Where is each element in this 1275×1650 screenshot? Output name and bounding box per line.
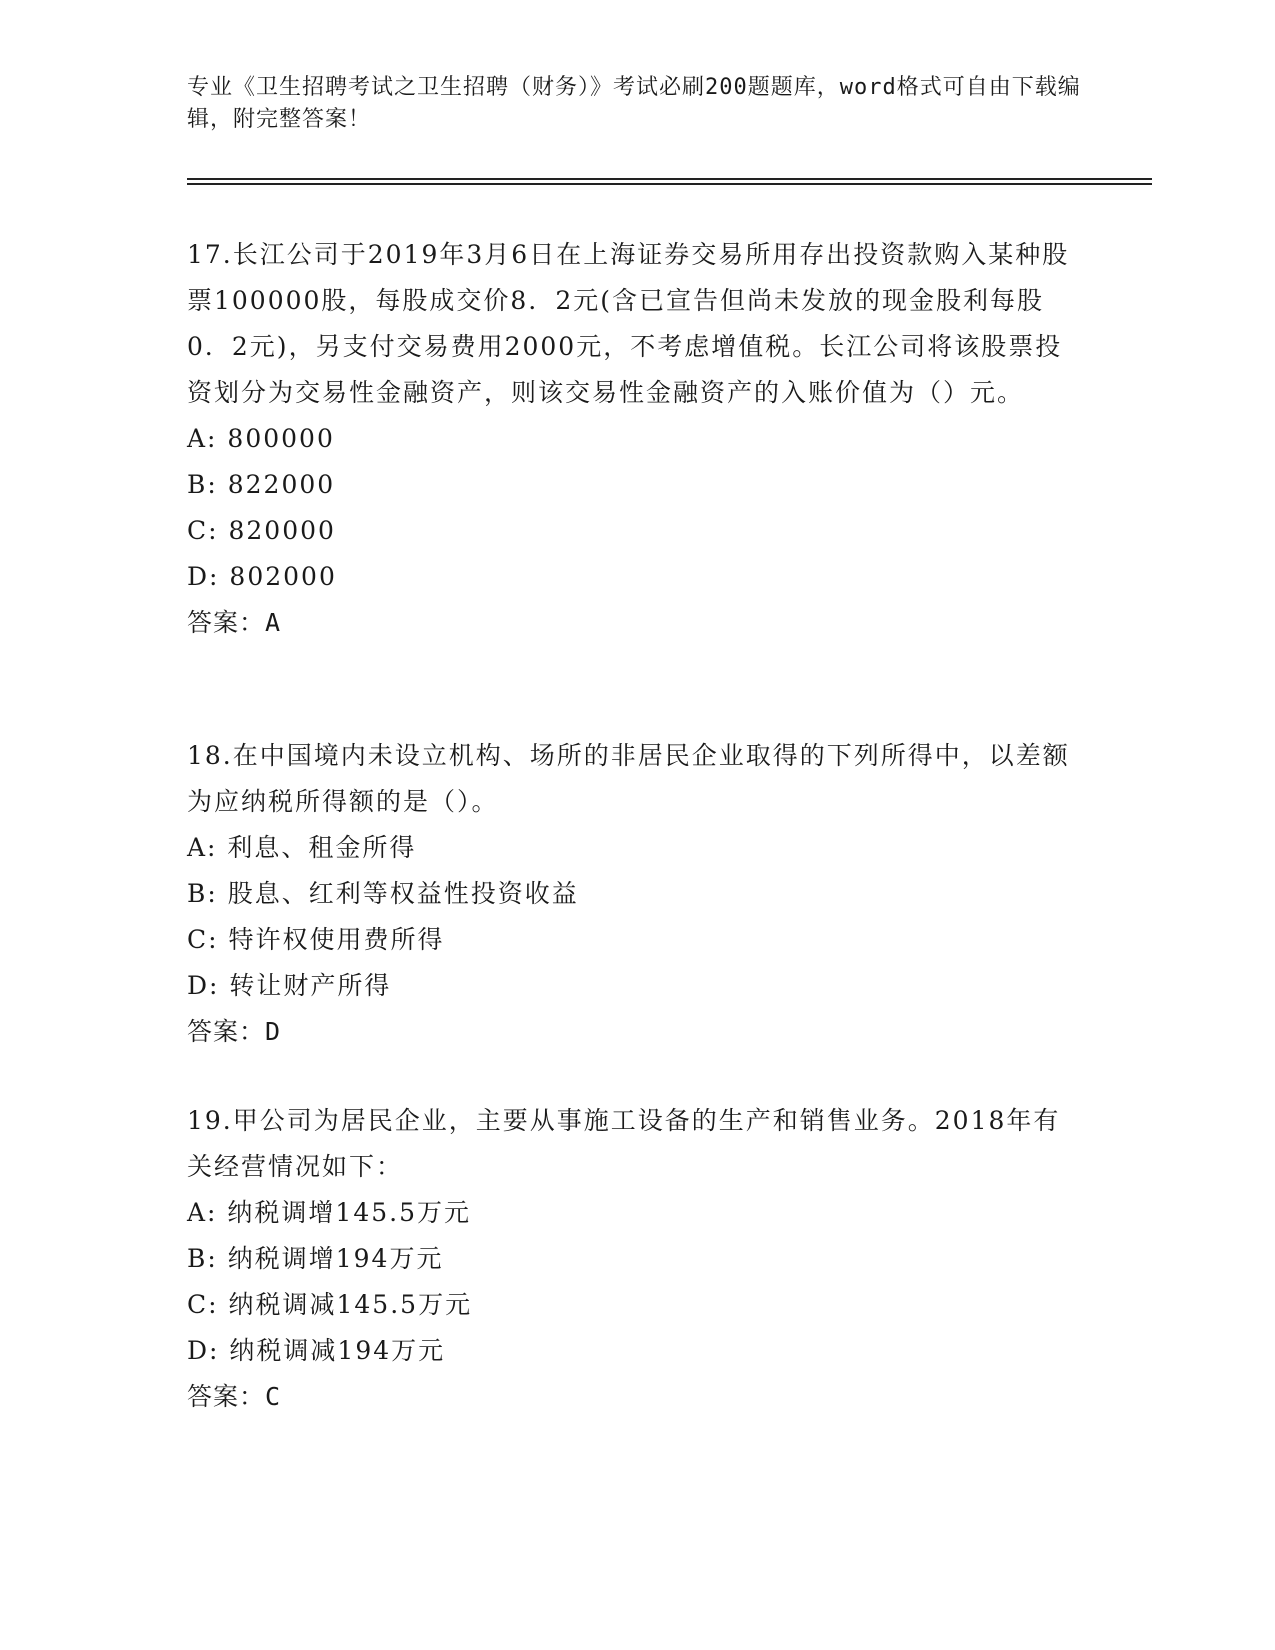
option-c: C: 纳税调减145.5万元 bbox=[187, 1290, 473, 1319]
option-d: D: 转让财产所得 bbox=[187, 971, 392, 1000]
header-divider-bottom bbox=[187, 183, 1152, 185]
header-divider-top bbox=[187, 178, 1152, 180]
document-header bbox=[187, 72, 1087, 136]
question-text: 18.在中国境内未设立机构、场所的非居民企业取得的下列所得中，以差额为应纳税所得额的是（）。 bbox=[187, 741, 1070, 816]
option-a: A: 利息、租金所得 bbox=[187, 833, 417, 862]
question-19 bbox=[187, 1098, 1087, 1420]
answer: 答案：A bbox=[187, 608, 282, 637]
option-b: B: 纳税调增194万元 bbox=[187, 1244, 444, 1273]
option-c: C: 特许权使用费所得 bbox=[187, 925, 445, 954]
question-18 bbox=[187, 733, 1087, 1055]
option-d: D: 纳税调减194万元 bbox=[187, 1336, 446, 1365]
option-d: D: 802000 bbox=[187, 562, 337, 591]
option-a: A: 纳税调增145.5万元 bbox=[187, 1198, 471, 1227]
answer: 答案：D bbox=[187, 1017, 282, 1046]
question-text: 19.甲公司为居民企业，主要从事施工设备的生产和销售业务。2018年有关经营情况如下： bbox=[187, 1106, 1061, 1181]
option-b: B: 822000 bbox=[187, 470, 336, 499]
option-b: B: 股息、红利等权益性投资收益 bbox=[187, 879, 579, 908]
header-title: 专业《卫生招聘考试之卫生招聘（财务）》考试必刷200题题库，word格式可自由下载编辑，附完整答案！ bbox=[187, 75, 1081, 132]
question-text: 17.长江公司于2019年3月6日在上海证券交易所用存出投资款购入某种股票100000股，每股成交价8．2元(含已宣告但尚未发放的现金股利每股0．2元)，另支付交易费用2000元，不考虑增值税。长江公司将该股票投资划分为交易性金融资产，则该交易性金融资产的入账价值为（）元。 bbox=[187, 240, 1070, 407]
option-c: C: 820000 bbox=[187, 516, 336, 545]
answer: 答案：C bbox=[187, 1382, 282, 1411]
question-17 bbox=[187, 232, 1087, 646]
option-a: A: 800000 bbox=[187, 424, 335, 453]
